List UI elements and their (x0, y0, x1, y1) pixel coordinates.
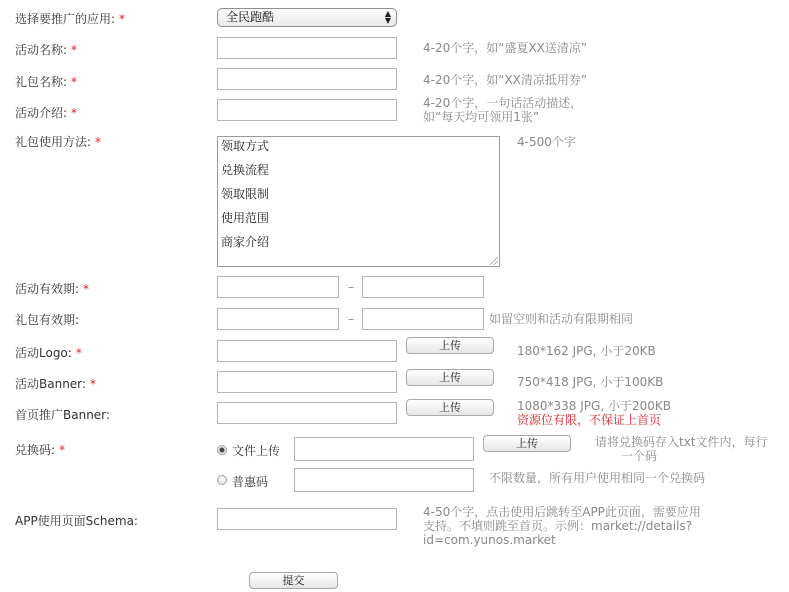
gift-name-label: 礼包名称: * (15, 75, 78, 89)
textarea-line: 使用范围 (221, 211, 270, 225)
required-mark: * (59, 443, 66, 457)
activity-name-hint: 4-20个字，如“盛夏XX送清凉” (423, 41, 588, 55)
textarea-line: 兑换流程 (221, 163, 270, 177)
home-banner-hint: 1080*338 JPG, 小于200KB (517, 399, 671, 413)
home-banner-input[interactable] (217, 402, 397, 424)
required-mark: * (83, 282, 90, 296)
activity-banner-upload-button[interactable]: 上传 (406, 369, 494, 386)
home-banner-label: 首页推广Banner: (15, 408, 110, 422)
common-code-input[interactable] (294, 468, 474, 492)
radio-common-code[interactable] (217, 475, 227, 485)
activity-start-date-input[interactable] (217, 276, 339, 298)
gift-start-date-input[interactable] (217, 308, 339, 330)
gift-usage-textarea[interactable] (217, 136, 500, 267)
home-banner-upload-button[interactable]: 上传 (406, 399, 494, 416)
activity-banner-input[interactable] (217, 371, 397, 393)
radio-common-code-label: 普惠码 (232, 475, 269, 489)
gift-usage-label: 礼包使用方法: * (15, 135, 102, 149)
activity-banner-hint: 750*418 JPG, 小于100KB (517, 375, 664, 389)
schema-label: APP使用页面Schema: (15, 514, 138, 528)
gift-period-hint: 如留空则和活动有限期相同 (489, 312, 634, 326)
activity-logo-label: 活动Logo: * (15, 346, 82, 360)
redeem-file-upload-button[interactable]: 上传 (483, 435, 571, 452)
redeem-file-hint: 请将兑换码存入txt文件内，每行 一个码 (595, 435, 768, 463)
gift-period-label: 礼包有效期: (15, 313, 80, 327)
textarea-line: 领取方式 (221, 139, 270, 153)
activity-name-input[interactable] (217, 37, 397, 59)
required-mark: * (95, 135, 102, 149)
required-mark: * (89, 377, 96, 391)
redeem-code-label: 兑换码: * (15, 443, 66, 457)
schema-hint: 4-50个字，点击使用后跳转至APP此页面，需要应用 支持。不填则跳至首页。示例：market://details? id=com.yunos.market (423, 505, 701, 547)
home-banner-warning: 资源位有限，不保证上首页 (517, 413, 662, 427)
app-select-label: 选择要推广的应用: * (15, 12, 126, 26)
activity-logo-input[interactable] (217, 340, 397, 362)
activity-intro-label: 活动介绍: * (15, 106, 78, 120)
gift-name-input[interactable] (217, 68, 397, 90)
radio-file-upload-label: 文件上传 (232, 444, 281, 458)
activity-end-date-input[interactable] (362, 276, 484, 298)
activity-period-label: 活动有效期: * (15, 282, 90, 296)
activity-intro-input[interactable] (217, 99, 397, 121)
gift-usage-hint: 4-500个字 (517, 135, 576, 149)
activity-banner-label: 活动Banner: * (15, 377, 96, 391)
date-separator: – (348, 312, 354, 326)
radio-file-upload[interactable] (217, 445, 227, 455)
textarea-line: 商家介绍 (221, 235, 270, 249)
required-mark: * (71, 75, 78, 89)
app-select-value: 全民跑酷 (226, 10, 275, 24)
redeem-file-input[interactable] (294, 437, 474, 461)
resize-grip-icon[interactable] (490, 257, 498, 265)
schema-input[interactable] (217, 508, 397, 530)
textarea-line: 领取限制 (221, 187, 270, 201)
app-select[interactable] (217, 8, 397, 27)
activity-logo-hint: 180*162 JPG, 小于20KB (517, 344, 656, 358)
select-arrows-icon: ▲ ▼ (384, 9, 391, 25)
common-code-hint: 不限数量，所有用户使用相同一个兑换码 (489, 471, 706, 485)
required-mark: * (71, 106, 78, 120)
gift-end-date-input[interactable] (362, 308, 484, 330)
activity-name-label: 活动名称: * (15, 43, 78, 57)
required-mark: * (119, 12, 126, 26)
date-separator: – (348, 280, 354, 294)
submit-button[interactable]: 提交 (249, 572, 338, 589)
activity-logo-upload-button[interactable]: 上传 (406, 337, 494, 354)
required-mark: * (71, 43, 78, 57)
gift-name-hint: 4-20个字，如“XX清凉抵用券” (423, 73, 588, 87)
activity-intro-hint: 4-20个字，一句话活动描述， 如“每天均可领用1张” (423, 96, 583, 124)
required-mark: * (75, 346, 82, 360)
